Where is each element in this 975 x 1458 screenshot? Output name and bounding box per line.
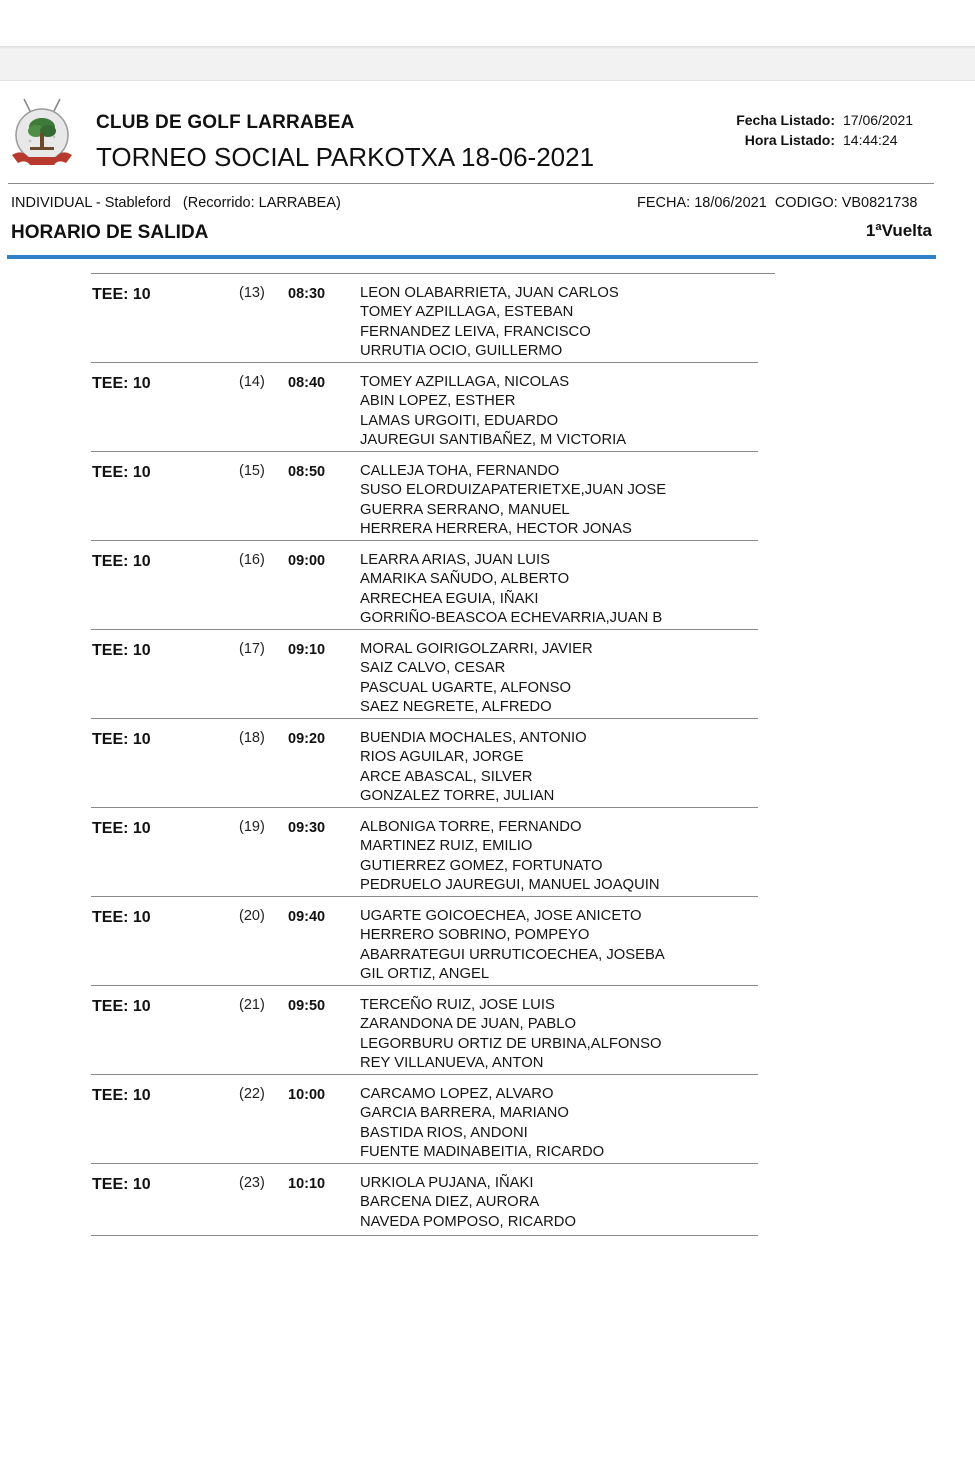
start-time: 10:10 (288, 1176, 326, 1192)
player-list (360, 373, 626, 450)
group-number: (20) (239, 908, 265, 924)
competition-format: INDIVIDUAL - Stableford (Recorrido: LARRABEA) (11, 195, 341, 211)
start-time: 09:50 (288, 998, 326, 1014)
player-list (360, 462, 666, 539)
tee-group (0, 897, 975, 986)
player-name: UGARTE GOICOECHEA, JOSE ANICETO (360, 908, 642, 924)
player-name: BARCENA DIEZ, AURORA (360, 1194, 540, 1211)
tee-group (0, 363, 975, 452)
player-name: GARCIA BARRERA, MARIANO (360, 1105, 569, 1122)
tee-label: TEE: 10 (92, 998, 151, 1015)
player-name: LEGORBURU ORTIZ DE URBINA,ALFONSO (360, 1035, 662, 1052)
start-time: 09:10 (288, 642, 326, 658)
start-time: 08:50 (288, 464, 326, 480)
start-time: 08:40 (288, 375, 326, 391)
tee-group (0, 1164, 975, 1236)
player-name: JAUREGUI SANTIBAÑEZ, M VICTORIA (360, 431, 627, 448)
player-list (360, 907, 665, 984)
group-number: (21) (239, 997, 265, 1013)
player-name: RIOS AGUILAR, JORGE (360, 749, 524, 766)
player-list (360, 1174, 576, 1232)
player-name: GUTIERREZ GOMEZ, FORTUNATO (360, 857, 603, 874)
player-name: URRUTIA OCIO, GUILLERMO (360, 342, 563, 359)
listing-date-label: Fecha Listado: (736, 112, 835, 128)
player-name: GIL ORTIZ, ANGEL (360, 965, 490, 982)
start-time: 09:30 (288, 820, 326, 836)
listing-time-label: Hora Listado: (744, 132, 835, 148)
player-list (360, 729, 587, 806)
player-name: MARTINEZ RUIZ, EMILIO (360, 838, 533, 855)
player-name: GUERRA SERRANO, MANUEL (360, 501, 570, 518)
group-number: (18) (239, 730, 265, 746)
tee-label: TEE: 10 (92, 642, 151, 659)
player-name: CARCAMO LOPEZ, ALVARO (360, 1086, 554, 1102)
start-time: 08:30 (288, 286, 326, 302)
group-divider (91, 1235, 758, 1236)
player-name: LEARRA ARIAS, JUAN LUIS (360, 552, 550, 568)
player-name: BASTIDA RIOS, ANDONI (360, 1124, 528, 1141)
group-number: (17) (239, 641, 265, 657)
player-name: FERNANDEZ LEIVA, FRANCISCO (360, 323, 591, 340)
player-name: TOMEY AZPILLAGA, NICOLAS (360, 374, 570, 390)
start-time: 09:40 (288, 909, 326, 925)
player-name: CALLEJA TOHA, FERNANDO (360, 463, 560, 479)
club-name: CLUB DE GOLF LARRABEA (96, 112, 355, 133)
tee-label: TEE: 10 (92, 375, 151, 392)
group-number: (22) (239, 1086, 265, 1102)
player-name: ALBONIGA TORRE, FERNANDO (360, 819, 582, 835)
player-list (360, 640, 593, 717)
player-list (360, 996, 661, 1073)
player-name: FUENTE MADINABEITIA, RICARDO (360, 1143, 605, 1160)
tee-group (0, 541, 975, 630)
player-name: NAVEDA POMPOSO, RICARDO (360, 1213, 576, 1230)
player-name: HERRERO SOBRINO, POMPEYO (360, 927, 590, 944)
tee-label: TEE: 10 (92, 731, 151, 748)
player-name: ARCE ABASCAL, SILVER (360, 768, 533, 785)
player-name: LEON OLABARRIETA, JUAN CARLOS (360, 285, 619, 301)
group-number: (13) (239, 285, 265, 301)
tee-times-list (0, 274, 975, 1236)
listing-time: 14:44:24 (843, 132, 898, 148)
tee-group (0, 808, 975, 897)
tee-label: TEE: 10 (92, 909, 151, 926)
player-name: ZARANDONA DE JUAN, PABLO (360, 1016, 576, 1033)
tee-group (0, 452, 975, 541)
player-name: AMARIKA SAÑUDO, ALBERTO (360, 571, 570, 588)
tee-group (0, 630, 975, 719)
date-and-code: FECHA: 18/06/2021 CODIGO: VB0821738 (637, 195, 918, 211)
group-number: (19) (239, 819, 265, 835)
listing-date: 17/06/2021 (843, 112, 914, 128)
tee-group (0, 274, 975, 363)
tee-group (0, 719, 975, 808)
tee-label: TEE: 10 (92, 553, 151, 570)
player-list (360, 284, 619, 361)
listing-meta-labels (690, 110, 835, 150)
player-name: MORAL GOIRIGOLZARRI, JAVIER (360, 641, 593, 657)
tee-group (0, 1075, 975, 1164)
tee-label: TEE: 10 (92, 286, 151, 303)
player-name: SUSO ELORDUIZAPATERIETXE,JUAN JOSE (360, 482, 667, 499)
group-number: (15) (239, 463, 265, 479)
golf-club-crest-icon (8, 97, 76, 173)
player-name: ABARRATEGUI URRUTICOECHEA, JOSEBA (360, 946, 665, 963)
viewer-toolbar-band (0, 49, 975, 81)
round-label: 1ªVuelta (865, 221, 932, 240)
tee-label: TEE: 10 (92, 1087, 151, 1104)
player-name: ARRECHEA EGUIA, IÑAKI (360, 590, 539, 607)
tee-label: TEE: 10 (92, 464, 151, 481)
player-list (360, 551, 662, 628)
section-title: HORARIO DE SALIDA (11, 222, 209, 243)
header-divider (8, 183, 934, 184)
start-time: 10:00 (288, 1087, 326, 1103)
tee-label: TEE: 10 (92, 820, 151, 837)
player-name: BUENDIA MOCHALES, ANTONIO (360, 730, 587, 746)
group-number: (16) (239, 552, 265, 568)
player-name: REY VILLANUEVA, ANTON (360, 1054, 544, 1071)
player-name: TOMEY AZPILLAGA, ESTEBAN (360, 304, 574, 321)
player-name: GONZALEZ TORRE, JULIAN (360, 787, 555, 804)
player-name: TERCEÑO RUIZ, JOSE LUIS (360, 997, 555, 1013)
accent-divider (7, 255, 936, 259)
player-name: GORRIÑO-BEASCOA ECHEVARRIA,JUAN B (360, 609, 663, 626)
player-name: SAEZ NEGRETE, ALFREDO (360, 698, 552, 715)
tee-label: TEE: 10 (92, 1176, 151, 1193)
player-name: SAIZ CALVO, CESAR (360, 660, 506, 677)
tournament-title: TORNEO SOCIAL PARKOTXA 18-06-2021 (96, 142, 595, 172)
group-number: (14) (239, 374, 265, 390)
start-time: 09:20 (288, 731, 326, 747)
player-name: PASCUAL UGARTE, ALFONSO (360, 679, 572, 696)
player-name: PEDRUELO JAUREGUI, MANUEL JOAQUIN (360, 876, 660, 893)
tee-group (0, 986, 975, 1075)
player-list (360, 818, 660, 895)
app-top-bar (0, 0, 975, 46)
player-list (360, 1085, 604, 1162)
start-time: 09:00 (288, 553, 326, 569)
player-name: ABIN LOPEZ, ESTHER (360, 393, 516, 410)
player-name: HERRERA HERRERA, HECTOR JONAS (360, 520, 632, 537)
player-name: LAMAS URGOITI, EDUARDO (360, 412, 559, 429)
listing-meta-values (843, 110, 913, 150)
player-name: URKIOLA PUJANA, IÑAKI (360, 1175, 534, 1191)
group-number: (23) (239, 1175, 265, 1191)
